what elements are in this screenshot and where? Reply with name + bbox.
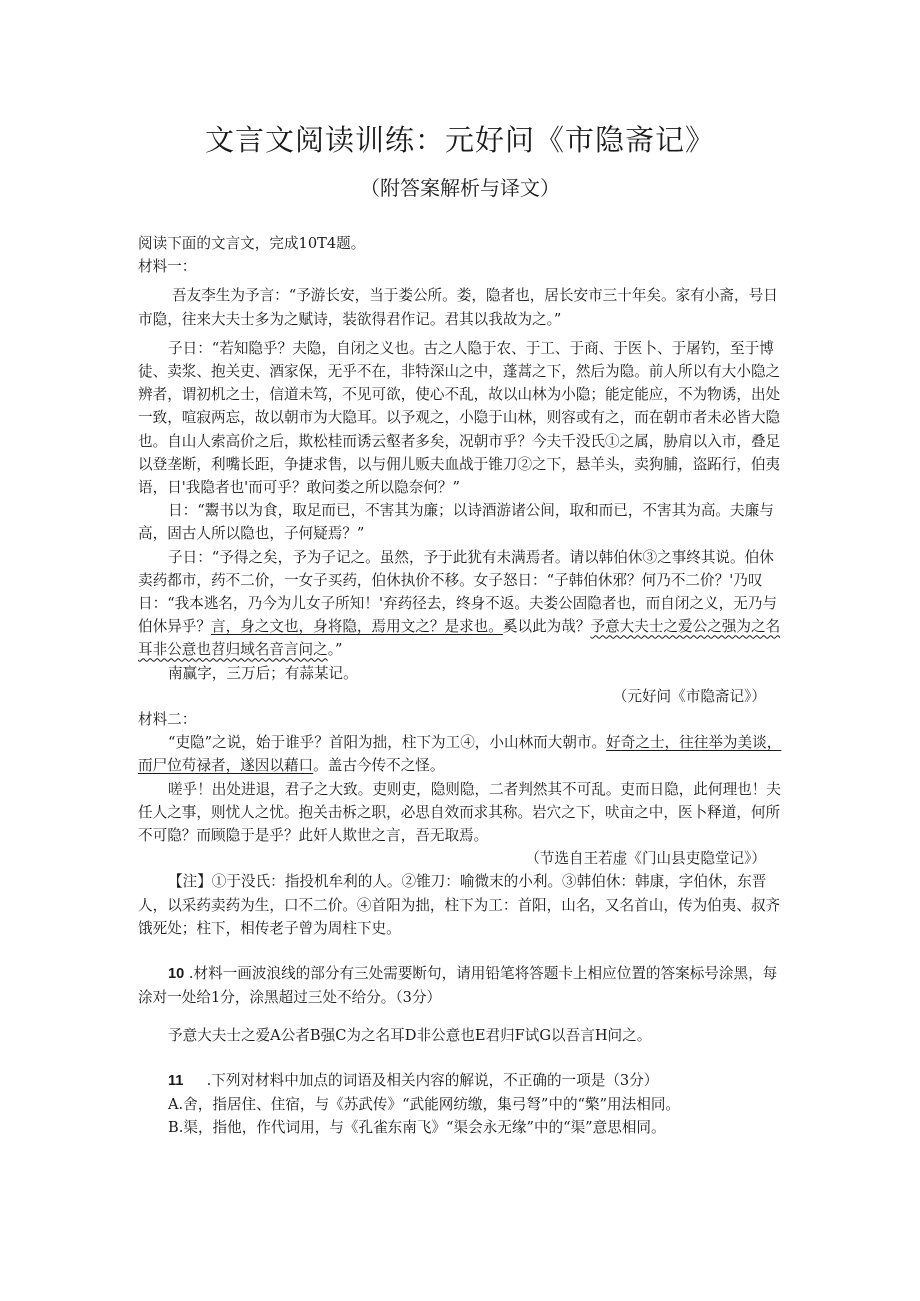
underlined-sentence: 言，身之文也，身将隐，焉用文之？是求也。 <box>210 618 503 636</box>
page-subtitle: （附答案解析与译文） <box>360 176 560 200</box>
material1-paragraph-1: 吾友李生为予言：“予游长安，当于娄公所。娄，隐者也，居长安市三十年矣。家有小斋，号日市隐，往来大夫士多为之赋诗，装欲得君作记。君其以我故为之。” <box>138 287 778 328</box>
material2-source: （节选自王若虚《门山县吏隐堂记》） <box>525 850 766 868</box>
material1-source: （元好问《市隐斋记》） <box>612 687 766 705</box>
question-10-sentence: 予意大夫士之爱A公者B强C为之名耳D非公意也E君归F试G以吾言H问之。 <box>168 1026 652 1044</box>
annotation-note: 【注】①于没氏：指投机牟利的人。②锥刀：喻微末的小利。③韩伯休：韩康，字伯休，东晋人，以采药卖药为生，口不二价。④首阳为拙，柱下为工：首阳，山名，又名首山，传为伯夷、叔齐饿死处；柱下，相传老子曾为周柱下史。 <box>138 873 781 937</box>
paragraph-4-end: 。” <box>327 641 343 659</box>
material1-paragraph-2: 子日：“若知隐乎？夫隐，自闭之义也。古之人隐于农、于工、于商、于医卜、于屠钓，至于博徒、卖浆、抱关吏、酒家保，无乎不在，非特深山之中，蓬蒿之下，然后为隐。前人所以有大小隐之辨者，谓初机之士，信道未笃，不见可欲，使心不乱，故以山林为小隐；能定能应，不为物诱，出处一致，喧寂两忘，故以朝市为大隐耳。以予观之，小隐于山林，则容或有之，而在朝市者未必皆大隐也。自山人索高价之后，欺松桂而诱云壑者多矣，况朝市乎？今夫千没氏①之属，胁肩以入市，叠足以登垄断，利嘴长距，争捷求售，以与佣儿贩夫血战于锥刀②之下，悬羊头，卖狗脯，盗跖行，伯夷语，日'我隐者也'而可乎？敢问娄之所以隐奈何？” <box>138 339 781 497</box>
material2-label: 材料二： <box>138 711 197 729</box>
wavy-underlined-passage: 予意大夫士之爱公之强为之名耳非公意也苕归域名音言问之 <box>138 618 781 659</box>
question-11 <box>138 1069 788 1093</box>
question-10-text: .材料一画波浪线的部分有三处需要断句，请用铅笔将答题卡上相应位置的答案标号涂黑，每涂对一处给1分，涂黑超过三处不给分。（3分） <box>138 965 778 1007</box>
question-11-text: .下列对材料中加点的词语及相关内容的解说，不正确的一项是（3分） <box>206 1071 659 1089</box>
document-body <box>138 232 788 1139</box>
material2-text-2: 。盖古今传不之怪。 <box>313 757 445 775</box>
material1-label: 材料一： <box>138 258 197 276</box>
paragraph-4-text: 子日：“予得之矣，予为子记之。虽然，予于此犹有未满焉者。请以韩伯休③之事终其说。伯休卖药都市，药不二价，一女子买药，伯休执价不移。女子怒日：“子韩伯休邪？何乃不二价？'乃叹日：“我本逃名，乃今为儿女子所知！'弃药径去，终身不返。夫娄公固隐者也，而自闭之义，无乃与伯休异乎？ <box>138 548 778 636</box>
material1-paragraph-3: 日：“鬻书以为食，取足而已，不害其为廉；以诗酒游诸公间，取和而已，不害其为高。夫廉与高，固古人所以隐也，子何疑焉？” <box>138 502 774 543</box>
question-11-option-b: B.渠，指他，作代词用，与《孔雀东南飞》“渠会永无缘”中的“渠”意思相同。 <box>168 1119 666 1137</box>
question-10 <box>138 962 788 1009</box>
material2-paragraph-1 <box>138 731 788 777</box>
material2-text: “吏隐”之说，始于谁乎？首阳为拙，柱下为工④，小山林而大朝市。 <box>168 734 607 752</box>
question-10-number: 10 <box>168 966 185 983</box>
question-11-number: 11 <box>168 1072 184 1089</box>
paragraph-4-text-2: 奚以此为哉？ <box>502 618 591 636</box>
material1-paragraph-4 <box>138 546 788 662</box>
underlined-sentence-2: 好奇之士，往往举为美谈，而尸位苟禄者，遂因以藉口 <box>138 734 782 775</box>
material2-paragraph-2: 嗟乎！出处进退，君子之大致。吏则吏，隐则隐，二者判然其不可乱。吏而日隐，此何理也！夫任人之事，则忧人之忧。抱关击柝之职，必思自效而求其称。岩穴之下，吠亩之中，医卜释道，何所不可隐？而顾隐于是乎？此奸人欺世之言，吾无取焉。 <box>138 780 781 845</box>
material1-paragraph-5: 南赢字，三万后；有蒜某记。 <box>168 664 358 682</box>
page-title: 文言文阅读训练：元好问《市隐斋记》 <box>204 123 715 157</box>
question-11-option-a: A.舍，指居住、住宿，与《苏武传》“武能网纺缴，集弓弩”中的“檠”用法相同。 <box>168 1095 681 1113</box>
intro-line: 阅读下面的文言文，完成10T4题。 <box>138 235 366 252</box>
